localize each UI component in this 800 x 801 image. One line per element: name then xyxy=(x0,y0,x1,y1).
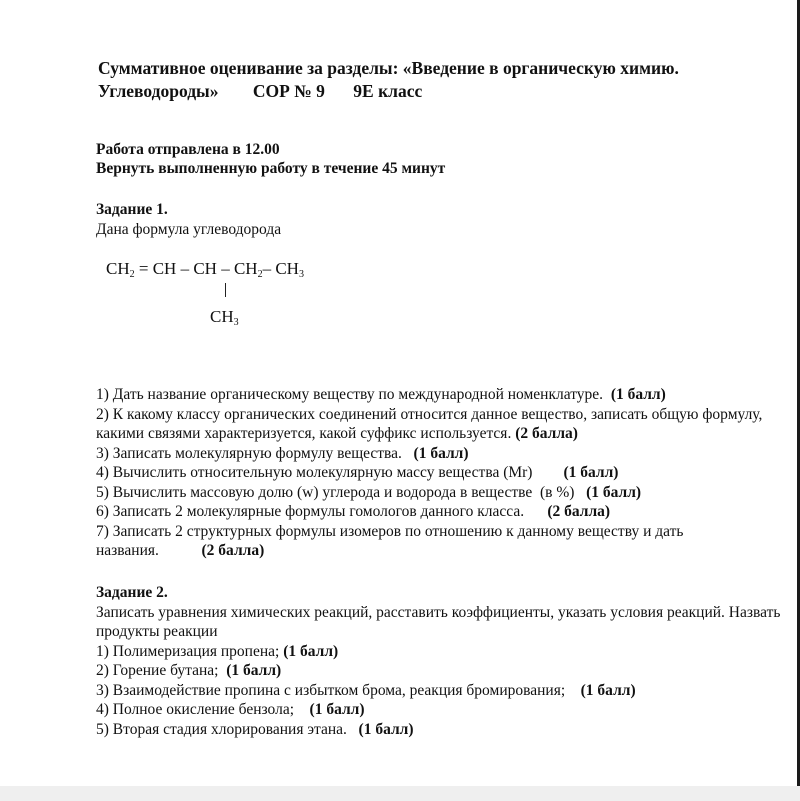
item-points: (1 балл) xyxy=(226,662,282,679)
item-points: (1 балл) xyxy=(413,444,469,462)
task2-item xyxy=(96,661,796,681)
formula-subscript: 2 xyxy=(129,269,135,280)
sent-time: Работа отправлена в 12.00 xyxy=(96,141,280,158)
item-points: (1 балл) xyxy=(283,642,339,660)
formula-branch-bond xyxy=(225,283,226,297)
item-text: 6) Записать 2 молекулярные формулы гомологов данного класса. xyxy=(96,503,525,520)
item-points: (1 балл) xyxy=(610,386,666,403)
item-points: (2 балла) xyxy=(201,542,265,559)
item-points: (1 балл) xyxy=(563,464,619,481)
item-points: (2 балла) xyxy=(515,425,578,442)
task2-item xyxy=(96,700,796,720)
task1-item xyxy=(96,463,776,483)
task1-items xyxy=(96,385,776,561)
formula-subscript: 3 xyxy=(233,317,239,328)
formula-subscript: 2 xyxy=(257,269,263,280)
timing-info xyxy=(96,140,445,178)
item-text: 5) Вычислить массовую долю (w) углерода и водорода в веществе (в %) xyxy=(96,483,575,501)
task1-heading: Задание 1. xyxy=(96,201,168,218)
item-points: (1 балл) xyxy=(586,483,642,501)
item-text: 4) Полное окисление бензола; xyxy=(96,701,295,718)
task2-item xyxy=(96,720,796,740)
item-points: (1 балл) xyxy=(309,701,365,718)
title-sor-number: СОР № 9 xyxy=(252,81,325,101)
task2-item xyxy=(96,642,796,662)
scan-edge-bottom xyxy=(0,786,800,801)
item-points: (1 балл) xyxy=(358,720,414,738)
title-section-name: Углеводороды» xyxy=(98,81,219,101)
return-deadline: Вернуть выполненную работу в течение 45 минут xyxy=(96,160,446,177)
task1-item xyxy=(96,502,776,522)
task2-block xyxy=(96,583,796,739)
item-text: 2) Горение бутана; xyxy=(96,662,219,679)
task1-header xyxy=(96,200,281,239)
formula-subscript: 3 xyxy=(298,269,304,280)
formula-part: CH xyxy=(210,307,234,326)
item-text: 7) Записать 2 структурных формулы изомеров по отношению к данному веществу и дать названия. xyxy=(96,522,684,559)
title-line-2 xyxy=(98,80,758,103)
item-points: (1 балл) xyxy=(580,681,636,699)
formula-part: – CH xyxy=(262,259,299,278)
task1-item xyxy=(96,522,776,561)
task1-item xyxy=(96,483,776,503)
item-text: 3) Записать молекулярную формулу вещества. xyxy=(96,444,402,462)
title-class: 9Е класс xyxy=(353,81,423,101)
formula-part: CH xyxy=(106,259,130,278)
item-text: 1) Дать название органическому веществу по международной номенклатуре. xyxy=(96,386,604,403)
task1-item xyxy=(96,385,776,405)
task2-intro: Записать уравнения химических реакций, расставить коэффициенты, указать условия реакций. Назвать продукты реакции xyxy=(96,603,781,640)
task1-item xyxy=(96,444,776,464)
task2-item xyxy=(96,681,796,701)
title-line-1: Суммативное оценивание за разделы: «Введение в органическую химию. xyxy=(98,58,679,78)
task1-intro: Дана формула углеводорода xyxy=(96,220,282,238)
item-text: 2) К какому классу органических соединений относится данное вещество, записать общую формулу, какими связями характеризуется, какой суффикс используется. xyxy=(96,405,763,442)
structural-formula-main xyxy=(106,259,304,285)
item-text: 1) Полимеризация пропена; xyxy=(96,642,280,660)
formula-part: = CH – CH – CH xyxy=(134,259,258,278)
item-points: (2 балла) xyxy=(547,503,611,520)
task2-heading: Задание 2. xyxy=(96,584,168,601)
document-title xyxy=(98,57,758,103)
item-text: 5) Вторая стадия хлорирования этана. xyxy=(96,720,347,738)
task1-item xyxy=(96,405,776,444)
structural-formula-branch xyxy=(210,307,239,333)
item-text: 3) Взаимодействие пропина с избытком брома, реакция бромирования; xyxy=(96,681,566,699)
item-text: 4) Вычислить относительную молекулярную массу вещества (Mr) xyxy=(96,464,533,481)
